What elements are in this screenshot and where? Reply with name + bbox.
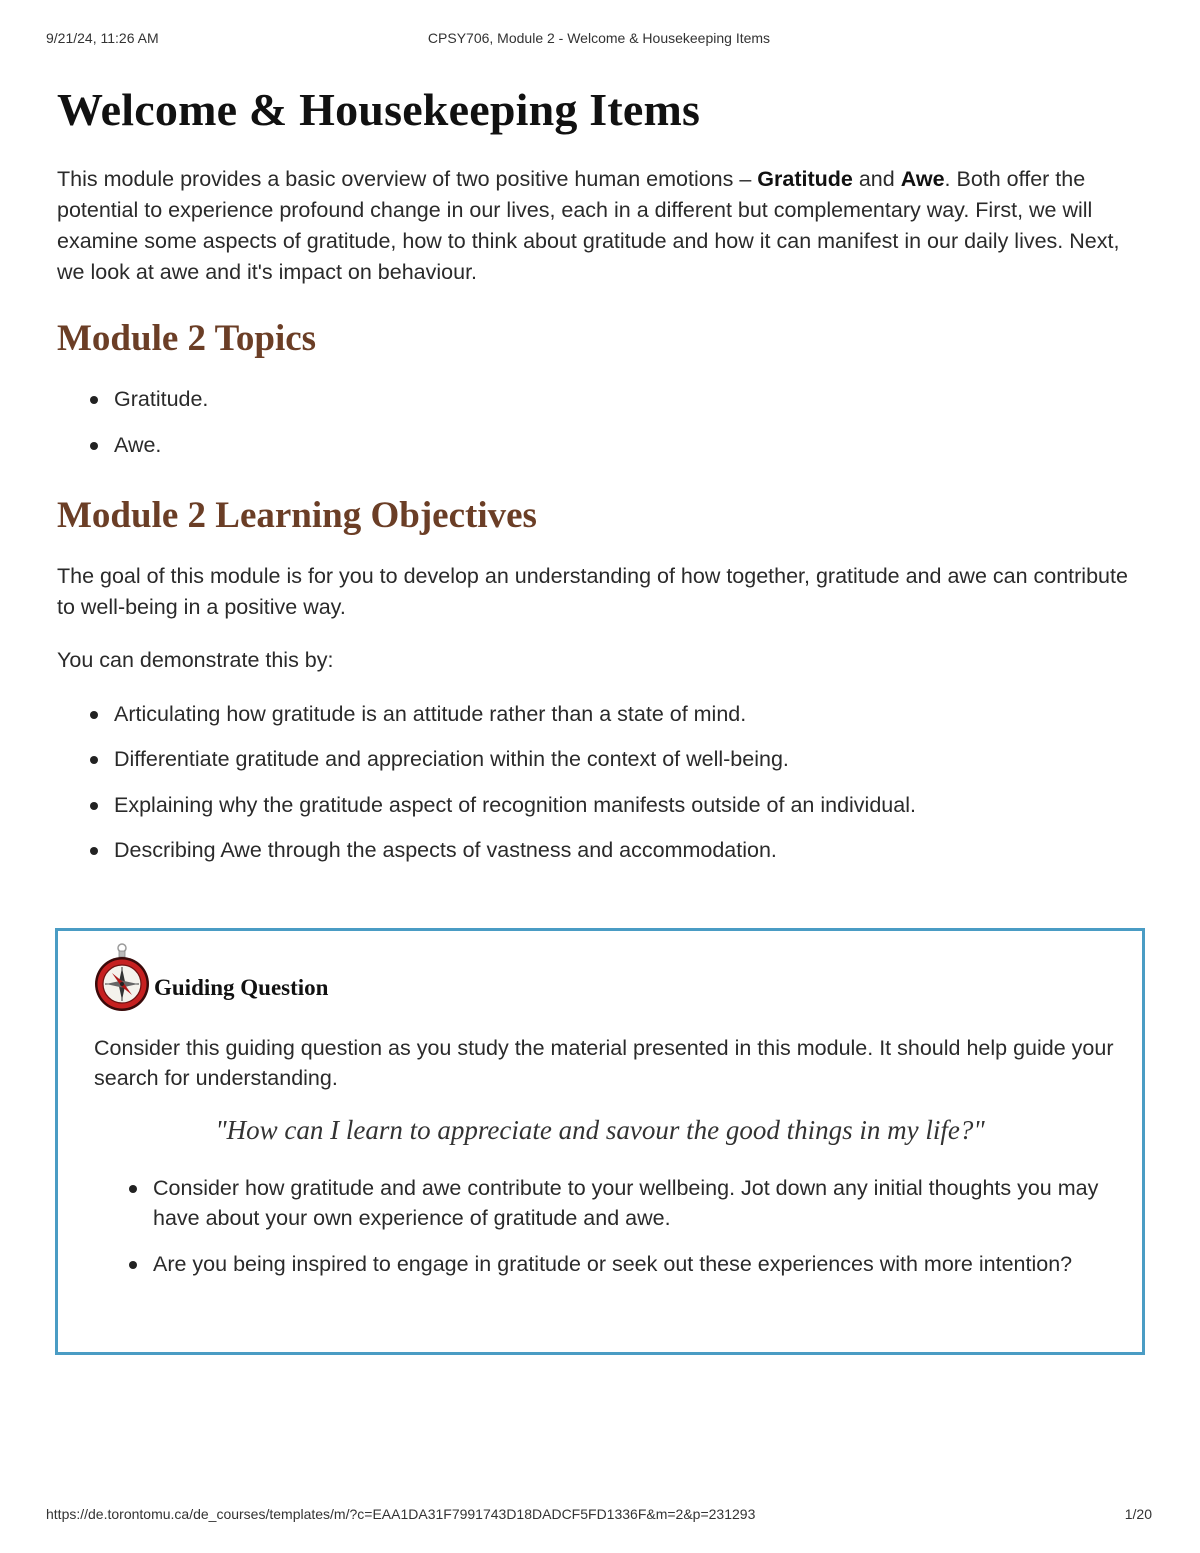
- print-datetime: 9/21/24, 11:26 AM: [46, 30, 159, 46]
- page-title: Welcome & Housekeeping Items: [57, 84, 701, 135]
- guiding-question-quote: "How can I learn to appreciate and savour the good things in my life?": [215, 1115, 985, 1145]
- compass-icon: [92, 942, 152, 1014]
- print-header: [46, 30, 1152, 50]
- intro-text-1: This module provides a basic overview of two positive human emotions –: [57, 167, 758, 191]
- guiding-question-box: [55, 928, 1145, 1355]
- goal-paragraph: The goal of this module is for you to develop an understanding of how together, gratitude and awe can contribute to well-being in a positive way.: [57, 563, 1128, 619]
- intro-paragraph: [57, 164, 1147, 288]
- guiding-question-header: [92, 942, 492, 1012]
- topics-list: [89, 384, 1147, 460]
- print-page-title: CPSY706, Module 2 - Welcome & Housekeeping Items: [427, 30, 771, 46]
- intro-text-2: and: [852, 167, 901, 191]
- topics-heading: Module 2 Topics: [57, 318, 317, 359]
- list-item: Articulating how gratitude is an attitude rather than a state of mind.: [89, 699, 1147, 729]
- objectives-heading: Module 2 Learning Objectives: [57, 494, 537, 536]
- list-item: Differentiate gratitude and appreciation within the context of well-being.: [89, 744, 1147, 774]
- guiding-question-list: [128, 1173, 1118, 1295]
- list-item: Gratitude.: [89, 384, 1147, 414]
- print-footer: [46, 1506, 1152, 1526]
- intro-bold-gratitude: Gratitude: [757, 167, 853, 191]
- list-item: Awe.: [89, 430, 1147, 460]
- guiding-question-title: Guiding Question: [154, 975, 329, 1000]
- guiding-question-text: Consider this guiding question as you study the material presented in this module. It should help guide your search for understanding.: [94, 1036, 1114, 1090]
- demo-intro: You can demonstrate this by:: [57, 647, 334, 672]
- main-content: [57, 82, 1147, 881]
- page-number: 1/20: [1124, 1506, 1152, 1522]
- list-item: Consider how gratitude and awe contribute to your wellbeing. Jot down any initial thoughts you may have about your own experience of gratitude and awe.: [128, 1173, 1118, 1233]
- list-item: Are you being inspired to engage in gratitude or seek out these experiences with more intention?: [128, 1249, 1118, 1279]
- print-url: https://de.torontomu.ca/de_courses/templates/m/?c=EAA1DA31F7991743D18DADCF5FD1336F&m=2&p=231293: [46, 1506, 756, 1522]
- list-item: Explaining why the gratitude aspect of recognition manifests outside of an individual.: [89, 790, 1147, 820]
- list-item: Describing Awe through the aspects of vastness and accommodation.: [89, 835, 1147, 865]
- intro-bold-awe: Awe: [900, 167, 945, 191]
- intro-text-3: . Both offer the potential to experience profound change in our lives, each in a different but complementary way. First, we will examine some aspects of gratitude, how to think about gratitude and how it can manifest in our daily lives. Next, we look at awe and it's impact on behaviour.: [57, 167, 1120, 284]
- objectives-list: [89, 699, 1147, 866]
